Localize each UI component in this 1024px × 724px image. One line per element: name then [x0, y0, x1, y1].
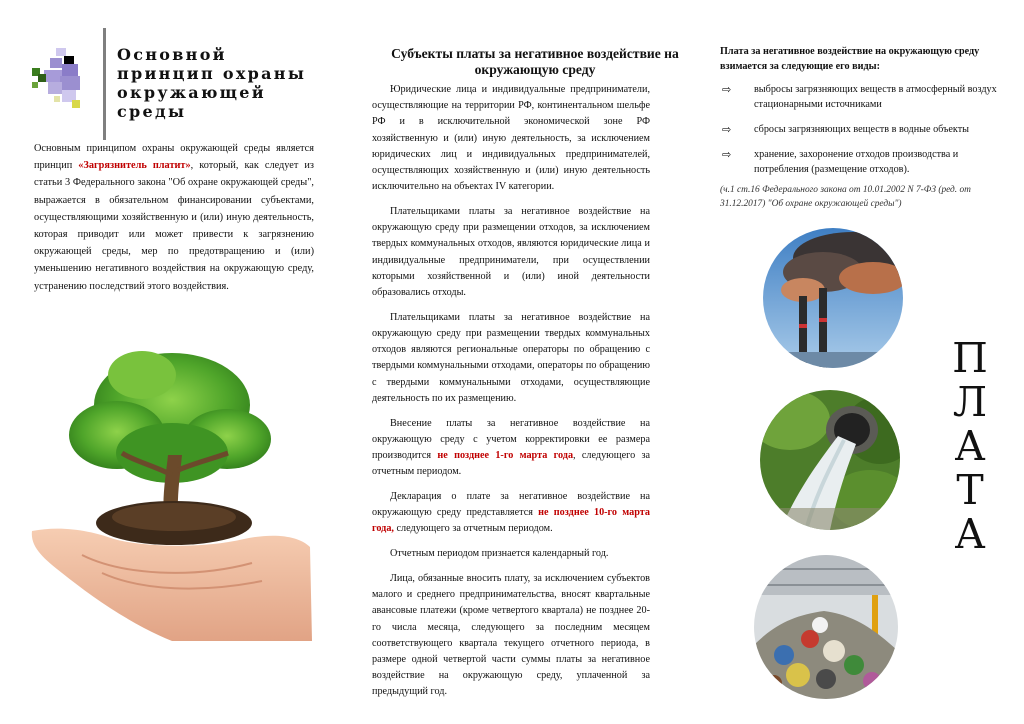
deadline-text-start: Внесение платы за негативное воздействие на окружающую среду с учетом корректировки ее размера производится: [372, 417, 650, 462]
list-item-text: сбросы загрязняющих веществ в водные объекты: [754, 124, 969, 135]
plata-vertical-word: [948, 336, 992, 556]
main-title-line: Основной: [117, 45, 227, 64]
list-item: [720, 122, 1000, 137]
main-title: [117, 45, 317, 121]
title-divider: [103, 28, 106, 140]
smokestack-emissions-icon: [763, 228, 903, 368]
principle-text-start: Основным принципом охраны окружающей среды является принцип: [34, 143, 314, 172]
arrow-right-icon: ⇨: [722, 83, 732, 96]
payers-paragraph: Плательщиками платы за негативное воздействие на окружающую среду при размещении отходов, за исключением твердых коммунальных отходов, являются юридические лица и индивидуальные предприниматели, при осуществлении которыми хозяйственной и (или) иной деятельности образовались отходы.: [372, 206, 650, 299]
plata-letter: Т: [956, 466, 984, 514]
list-item: [720, 147, 1000, 177]
law-reference-note: (ч.1 ст.16 Федерального закона от 10.01.2002 N 7-ФЗ (ред. от 31.12.2017) "Об охране окружающей среды"): [720, 185, 971, 210]
plata-letter: А: [954, 510, 986, 558]
payers-section-title: Субъекты платы за негативное воздействие на окружающую среду: [391, 46, 679, 77]
main-title-line: среды: [117, 102, 187, 121]
landfill-waste-icon: [754, 555, 898, 699]
payers-paragraph: Юридические лица и индивидуальные предприниматели, осуществляющие на территории РФ, континентальном шельфе РФ и в исключительной экономической зоне РФ хозяйственную и (или) иную деятельность, за исключением юридических лиц и индивидуальных предпринимателей, осуществляющих хозяйственную и (или) иную деятельность исключительно на объектах IV категории.: [372, 84, 650, 193]
principle-paragraph: [34, 140, 314, 295]
discharge-pipe-icon: [760, 390, 900, 530]
list-item-text: выбросы загрязняющих веществ в атмосферный воздух стационарными источниками: [754, 84, 997, 110]
main-title-line: окружающей: [117, 83, 266, 102]
payment-deadline-highlight: не позднее 1-го марта года: [437, 450, 574, 462]
plata-letter: П: [952, 334, 988, 382]
main-title-line: принцип охраны: [117, 64, 307, 83]
impact-types-heading: Плата за негативное воздействие на окружающую среду взимается за следующие его виды:: [720, 46, 980, 72]
pixel-mosaic-logo-icon: [30, 46, 86, 112]
declaration-text-start: Декларация о плате за негативное воздействие на окружающую среду представляется: [372, 491, 650, 519]
arrow-right-icon: ⇨: [722, 148, 732, 161]
reporting-period-paragraph: Отчетным периодом признается календарный год.: [390, 548, 609, 560]
tree-in-hands-icon: [22, 335, 314, 641]
payers-section-body: [372, 82, 650, 709]
deadline-text-end: , следующего за отчетным периодом.: [372, 450, 651, 478]
plata-letter: А: [954, 422, 986, 470]
plata-letter: Л: [952, 378, 988, 426]
list-item: [720, 82, 1000, 112]
declaration-deadline-highlight: не позднее 10-го марта года,: [372, 507, 650, 535]
declaration-deadline-paragraph: [372, 489, 650, 538]
list-item-text: хранение, захоронение отходов производства и потребления (размещение отходов).: [754, 149, 959, 175]
arrow-right-icon: ⇨: [722, 123, 732, 136]
payers-paragraph: Плательщиками платы за негативное воздействие на окружающую среду при размещении твердых коммунальных отходов являются региональные операторы по обращению с твердыми коммунальными отходами, операторы по обращению с твердыми коммунальными отходами, осуществляющие деятельность по их размещению.: [372, 311, 650, 404]
principle-text-end: , который, как следует из статьи 3 Федерального закона "Об охране окружающей среды", выражается в обязательном финансировании субъектами, осуществляющими хозяйственную и (или) иную деятельность, которая приводит или может привести к загрязнению окружающей среды, мер по предотвращению и (или) уменьшению негативного воздействия на окружающую среду, устранению последствий этого воздействия.: [34, 160, 314, 292]
advance-payments-paragraph: Лица, обязанные вносить плату, за исключением субъектов малого и среднего предпринимательства, вносят квартальные авансовые платежи (кроме четвертого квартала) не позднее 20-го числа месяца, следующего за последним месяцем соответствующего квартала текущего отчетного периода, в размере одной четвертой части суммы платы за негативное воздействие на окружающую среду, уплаченной за предыдущий год.: [372, 573, 650, 698]
polluter-pays-highlight: «Загрязнитель платит»: [78, 160, 191, 172]
declaration-text-end: следующего за отчетным периодом.: [393, 523, 553, 535]
payment-deadline-paragraph: [372, 416, 650, 481]
impact-types-list: [720, 82, 1000, 187]
